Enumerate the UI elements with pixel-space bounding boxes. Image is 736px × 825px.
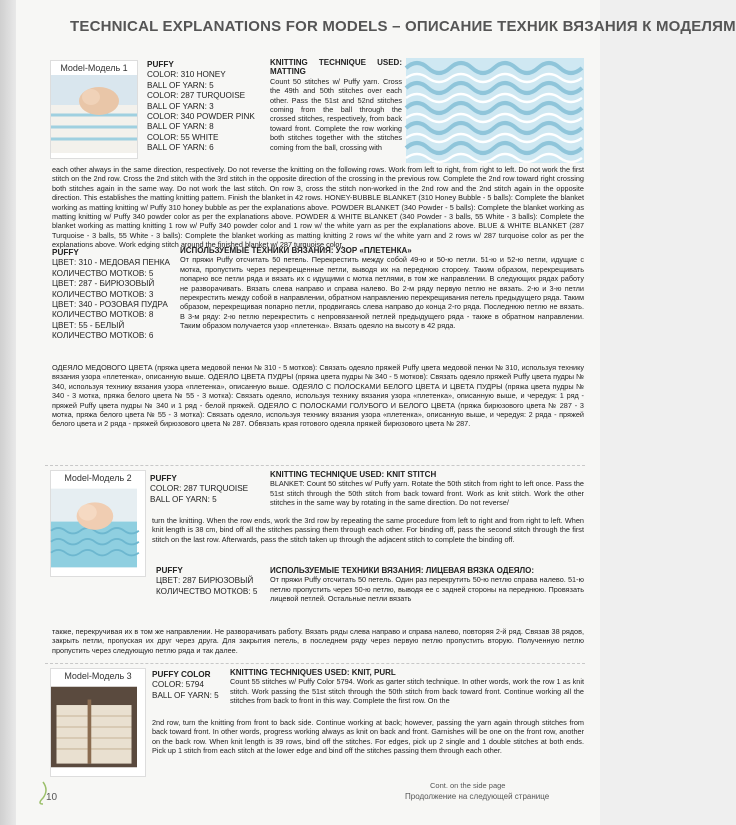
model-3-technique-en bbox=[230, 668, 584, 706]
spec-line: COLOR: 287 TURQUOISE bbox=[150, 484, 249, 494]
spec-line: PUFFY bbox=[156, 566, 183, 575]
spec-line: КОЛИЧЕСТВО МОТКОВ: 3 bbox=[52, 289, 154, 299]
model-2-text-ru-wide bbox=[52, 627, 584, 655]
book-spine bbox=[0, 0, 16, 825]
page-header bbox=[70, 18, 736, 40]
variants-text-ru: ОДЕЯЛО МЕДОВОГО ЦВЕТА (пряжа цвета медовой пенки № 310 - 5 мотков): Связать одеяло пряжей Puffy цвета медовой пенки № 310, используя технику вязания узора «плетенка», описанную выше. ОДЕЯЛО ЦВЕТА ПУДРЫ (пряжа цвета пудры № 340 - 5 мотков): Связать одеяло пряжей Puffy цвета пудры № 340, используя технику вязания узора «плетенка», описанную выше. ОДЕЯЛО С ПОЛОСКАМИ БЕЛОГО ЦВЕТА И ЦВЕТА ПУДРЫ (пряжа цвета пудры № 340 - 3 мотка, пряжа белого цвета № 55 - 3 мотка): Связать одеяло, используя технику вязания узора «плетенка», описанную выше, и чередуя: 1 ряд - пряжей Puffy цвета пудры № 340 и 1 ряд - белой пряжей. ОДЕЯЛО С ПОЛОСКАМИ ГОЛУБОГО И БЕЛОГО ЦВЕТА (пряжа бирюзового цвета № 287 - 3 мотка, пряжа белого цвета № 55 - 3 мотка): Связать одеяло, используя технику вязания узора «плетенка», описанную выше, и чередуя: 2 ряда - пряжей белого цвета и 2 ряда - пряжей бирюзового цвета № 287. Обвязать края готового одеяла пряжей бирюзового цвета № 287. bbox=[52, 363, 584, 429]
spec-line: ЦВЕТ: 55 - БЕЛЫЙ bbox=[52, 320, 125, 330]
technique-text: BLANKET: Count 50 stitches w/ Puffy yarn. Rotate the 50th stitch from right to left once. Pass the 51st stitch through the 50th stitch from back toward front. Work as knit stitch. Work the other stitches in the same way by rotating in the same direction. Do not reverse/ bbox=[270, 479, 584, 508]
spec-line: BALL OF YARN: 5 bbox=[150, 494, 217, 504]
model-1-card bbox=[50, 60, 138, 159]
spec-line: BALL OF YARN: 3 bbox=[147, 101, 214, 111]
spec-line: COLOR: 340 POWDER PINK bbox=[147, 112, 255, 122]
spec-line: PUFFY COLOR bbox=[152, 670, 211, 679]
technique-text-ru: От пряжи Puffy отсчитать 50 петель. Перекрестить между собой 49-ю и 50-ю петли. 51-ю и 52-ю петли, идущие с мотка, пропустить через перекрещенные петли, выводя их на переднюю сторону. Таким образом, перекрещивать попарно все петли ряда и вязать их с идущими с мотка петлями, в том же направлении. В следующих рядах работу не разворачивать. Вязать слева направо и справа налево. Во 2-м ряду первую петлю не вязать. 2-ю и 3-ю петли перекрестить между собой в направлении, обратном направлению перекрещивания петель предыдущего ряда. Таким образом, перекрещивая попарно петли, продвигаясь слева направо до конца 2-го ряда. Последнюю петлю не вязать. В 3-м ряду: 2-ю петлю перекрестить с непровязанной петлей предыдущего ряда - также в обратном направлении. Таким образом получается узор «плетенка». Вязать одеяло на высоту в 42 ряда. bbox=[180, 255, 584, 331]
spec-line: PUFFY bbox=[150, 474, 177, 483]
technique-text: Count 55 stitches w/ Puffy Color 5794. Work as garter stitch technique. In other words, work the row 1 as knit stitch. Work passing the 51st stitch through the 50th stitch from back toward front. Continue working all the stitches from back to front in this way. Complete the first row. On the bbox=[230, 677, 584, 706]
spec-line: PUFFY bbox=[52, 248, 79, 257]
spec-line: COLOR: 287 TURQUOISE bbox=[147, 91, 246, 101]
technique-heading: KNITTING TECHNIQUE USED: MATTING bbox=[270, 58, 402, 77]
model-2-card bbox=[50, 470, 146, 577]
spec-line: BALL OF YARN: 8 bbox=[147, 122, 214, 132]
technique-text: Count 50 stitches w/ Puffy yarn. Cross the 49th and 50th stitches over each other. Pass the 51st and 52nd stitches coming from the ball through the crossed stitches, respectively, from back toward front. Complete the row working both stitches together with the stitches coming from the ball, crossing with bbox=[270, 76, 402, 152]
spec-line: ЦВЕТ: 310 - МЕДОВАЯ ПЕНКА bbox=[52, 258, 170, 268]
spec-line: ЦВЕТ: 287 - БИРЮЗОВЫЙ bbox=[52, 279, 155, 289]
model-3-card bbox=[50, 668, 146, 777]
footer-continued-ru: Продолжение на следующей странице bbox=[405, 792, 550, 801]
model-2-text-en-wide bbox=[152, 516, 584, 544]
spec-line: ЦВЕТ: 287 БИРЮЗОВЫЙ bbox=[156, 576, 254, 586]
technique-text: 2nd row, turn the knitting from front to back side. Continue working at back; however, passing the yarn again through stitches from back toward front. In other words, progress working always as knit on back and front. Garnishes will be one on the front row, another on the back row. When knit length is 39 rows, bind off the stitches. For edges, pick up 2 single and 1 double stitches at both ends. Pick up 1 stitch from each stitch at the lower edge and bind off the stitches passing them through each other. bbox=[152, 718, 584, 756]
technique-text: turn the knitting. When the row ends, work the 3rd row by repeating the same procedure from left to right and from right to left. When knit length is 38 cm, bind off all the stitches passing them through each other. For binding off, pass the second stitch through the first stitch on the last row. Afterwards, pass the stitch taken up through the adjacent stitch to complete the binding off. bbox=[152, 516, 584, 544]
model-1-technique-en bbox=[270, 58, 402, 152]
page-title: TECHNICAL EXPLANATIONS FOR MODELS – ОПИСАНИЕ ТЕХНИК ВЯЗАНИЯ К МОДЕЛЯМ bbox=[70, 18, 736, 35]
footer-continued-en: Cont. on the side page bbox=[430, 781, 506, 790]
divider bbox=[45, 663, 585, 664]
spec-line: COLOR: 5794 bbox=[152, 680, 204, 690]
model-1-specs-en bbox=[147, 60, 267, 154]
model-2-photo bbox=[51, 485, 137, 571]
model-2-technique-en bbox=[270, 470, 584, 508]
technique-heading-ru: ИСПОЛЬЗУЕМЫЕ ТЕХНИКИ ВЯЗАНИЯ: ЛИЦЕВАЯ ВЯЗКА ОДЕЯЛО: bbox=[270, 566, 535, 575]
technique-heading: KNITTING TECHNIQUES USED: KNIT, PURL bbox=[230, 668, 396, 677]
model-1-photo bbox=[51, 75, 137, 153]
spec-line: КОЛИЧЕСТВО МОТКОВ: 5 bbox=[52, 268, 154, 278]
model-3-label: Model-Модель 3 bbox=[64, 671, 132, 681]
model-1-text-en-wide bbox=[52, 165, 584, 250]
model-2-label: Model-Модель 2 bbox=[64, 473, 132, 483]
model-3-text-en-wide bbox=[152, 718, 584, 756]
spec-line: КОЛИЧЕСТВО МОТКОВ: 6 bbox=[52, 331, 154, 341]
spec-line: BALL OF YARN: 6 bbox=[147, 143, 214, 153]
technique-text: each other always in the same direction, respectively. Do not reverse the knitting on the following rows. Work from left to right, from right to left. Do not work the first stitch on the 2nd row. Cross the 2nd stitch with the 3rd stitch in the opposite direction of the crossing in the previous row. Complete the 2nd row toward right crossing both stitches again in the same way. Do not work the last stitch. On row 3, cross the stitch non-worked in the 2nd row and the 2nd stitch again in the opposite direction. This establishes the matting knitting pattern. Finish the blanket in 42 rows. bbox=[52, 165, 584, 203]
model-1-label: Model-Модель 1 bbox=[60, 63, 128, 73]
model-1-technique-ru bbox=[180, 246, 584, 331]
model-1-specs-ru bbox=[52, 248, 180, 342]
spec-line: COLOR: 310 HONEY bbox=[147, 70, 226, 80]
technique-heading-ru: ИСПОЛЬЗУЕМЫЕ ТЕХНИКИ ВЯЗАНИЯ: УЗОР «ПЛЕТЕНКА» bbox=[180, 246, 412, 255]
model-2-specs-en bbox=[150, 474, 270, 505]
spec-line: КОЛИЧЕСТВО МОТКОВ: 8 bbox=[52, 310, 154, 320]
model-2-technique-ru bbox=[270, 566, 584, 604]
page-number: 10 bbox=[46, 792, 58, 803]
spec-line: COLOR: 55 WHITE bbox=[147, 132, 219, 142]
spec-line: PUFFY bbox=[147, 60, 174, 69]
technique-text-ru: также, перекручивая их в том же направлении. Не разворачивать работу. Вязать ряды слева направо и справа налево, повторяя 2-й ряд. Связав 38 рядов, закрыть петли, пропуская их друг через друга. Для закрытия петель, в последнем ряду через первую петлю пропустить вторую. Полученную петлю пропустить через следующую петлю ряда и так далее. bbox=[52, 627, 584, 655]
variants-text: HONEY-BUBBLE BLANKET (310 Honey Bubble - 5 balls): Complete the blanket working as matting knitting w/ Puffy 310 honey bubble as per the explanations above. POWDER BLANKET (340 Powder - 5 balls): Complete the blanket working as matting knitting w/ Puffy 340 powder color as per the explanations above. POWDER & WHITE BLANKET (340 Powder - 3 balls, 55 White - 3 balls): Complete the blanket working as matting knitting 1 row w/ Puffy 340 powder color and 1 row w/ the white yarn as per the explanations above. BLUE & WHITE BLANKET (287 Turquoise - 3 balls, 55 White - 3 balls): Complete the blanket working as matting knitting 2 rows w/ the white yarn and 2 rows w/ 287 turquoise color as per the explanations above. Work edging stitch around the finished blanket w/ 287 turquoise color. bbox=[52, 193, 584, 250]
divider bbox=[45, 465, 585, 466]
technique-text-ru: От пряжи Puffy отсчитать 50 петель. Один раз перекрутить 50-ю петлю справа налево. 51-ю петлю пропустить через 50-ю петлю, выводя ее с задней стороны на переднюю. Провязать лицевой петлей. Остальные петли вязать bbox=[270, 575, 584, 604]
technique-heading: KNITTING TECHNIQUE USED: KNIT STITCH bbox=[270, 470, 437, 479]
model-1-swatch bbox=[406, 58, 584, 163]
model-3-photo bbox=[51, 683, 137, 771]
spec-line: ЦВЕТ: 340 - РОЗОВАЯ ПУДРА bbox=[52, 300, 168, 310]
spec-line: КОЛИЧЕСТВО МОТКОВ: 5 bbox=[156, 586, 258, 596]
spec-line: BALL OF YARN: 5 bbox=[147, 80, 214, 90]
spec-line: BALL OF YARN: 5 bbox=[152, 690, 219, 700]
model-2-specs-ru bbox=[156, 566, 276, 597]
model-1-text-ru-wide bbox=[52, 363, 584, 429]
